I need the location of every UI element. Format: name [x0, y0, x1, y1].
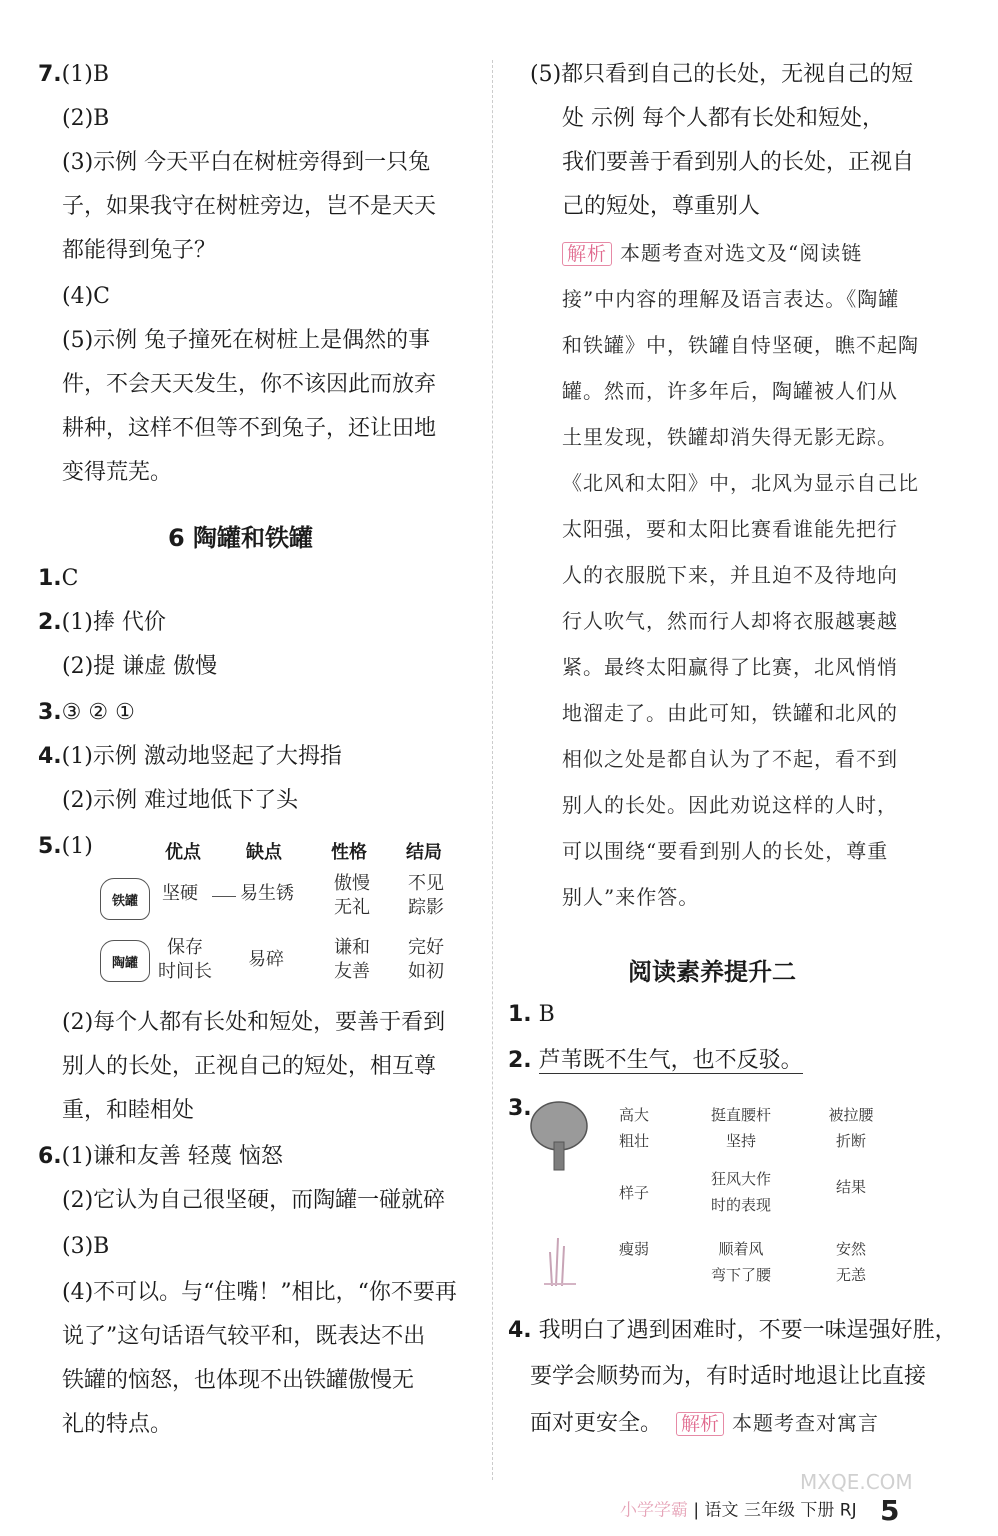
r-q2-line — [508, 1046, 803, 1076]
analysis-line-5: 土里发现，铁罐却消失得无影无踪。 — [562, 425, 898, 449]
r-q4-analysis-text: 本题考查对寓言 — [732, 1411, 880, 1435]
clay-jar-outcome: 完好 如初 — [408, 937, 444, 982]
q4-number: 4. — [38, 744, 62, 769]
q7-part-5-line-a: (5)示例 兔子撞死在树桩上是偶然的事 — [62, 328, 431, 353]
iron-jar-outcome: 不见 踪影 — [408, 873, 444, 918]
reed-icon — [536, 1228, 584, 1288]
tree-behavior: 挺直腰杆 坚持 — [710, 1106, 771, 1150]
row-label-appearance: 样子 — [618, 1184, 649, 1202]
q6-part-4-line-a: (4)不可以。与“住嘴！”相比，“你不要再 — [62, 1280, 457, 1305]
q7-part-1: (1)B — [61, 62, 110, 87]
tree-result: 被拉腰 折断 — [828, 1106, 874, 1150]
analysis-line-11: 地溜走了。由此可知，铁罐和北风的 — [562, 701, 898, 725]
q6-part-2: (2)它认为自己很坚硬，而陶罐一碰就碎 — [62, 1188, 446, 1213]
reed-appearance: 瘦弱 — [618, 1240, 649, 1258]
table-header-weaknesses: 缺点 — [246, 842, 282, 863]
r-q2-answer: 芦苇既不生气，也不反驳。 — [538, 1048, 803, 1073]
clay-jar-weakness: 易碎 — [248, 949, 284, 970]
q6-line-1 — [38, 1142, 283, 1172]
r-q4-number: 4. — [508, 1318, 532, 1343]
tree-appearance: 高大 粗壮 — [618, 1106, 649, 1150]
analysis-line-10: 紧。最终太阳赢得了比赛，北风悄悄 — [562, 655, 898, 679]
footer-subject: 语文 三年级 下册 RJ — [704, 1500, 857, 1521]
iron-jar-weakness: 易生锈 — [240, 883, 294, 904]
r-q4-text-a: 我明白了遇到困难时，不要一味逞强好胜， — [538, 1318, 957, 1343]
r-q3-number: 3. — [508, 1096, 532, 1121]
q7-part-5-line-d: 变得荒芜。 — [62, 460, 173, 485]
clay-jar-personality: 谦和 友善 — [334, 937, 370, 982]
clay-jar-strength: 保存 时间长 — [158, 937, 212, 982]
r-q4-line-2: 要学会顺势而为，有时适时地退让比直接 — [530, 1364, 927, 1389]
q2-line-1 — [38, 608, 166, 638]
iron-jar-strength: 坚硬 — [162, 883, 198, 904]
analysis-line-12: 相似之处是都自认为了不起，看不到 — [562, 747, 898, 771]
q5-part-2-line-c: 重，和睦相处 — [62, 1098, 195, 1123]
r-q4-line-3 — [530, 1408, 879, 1439]
q1-number: 1. — [38, 566, 62, 591]
row-label-behavior: 狂风大作 时的表现 — [710, 1170, 771, 1214]
q6-part-4-line-c: 铁罐的恼怒，也体现不出铁罐傲慢无 — [62, 1368, 415, 1393]
footer-brand: 小学学霸 — [620, 1500, 688, 1521]
table-header-outcome: 结局 — [406, 842, 442, 863]
r-q4-line-1 — [508, 1316, 957, 1346]
q6-number: 6. — [38, 1144, 62, 1169]
q4-line-1 — [38, 742, 342, 772]
reed-behavior: 顺着风 弯下了腰 — [710, 1240, 771, 1284]
q4-part-2: (2)示例 难过地低下了头 — [62, 788, 299, 813]
r-q2-number: 2. — [508, 1048, 532, 1073]
q5-part-1: (1) — [61, 834, 93, 859]
analysis-line-13: 别人的长处。因此劝说这样的人时， — [562, 793, 898, 817]
page-footer — [620, 1494, 899, 1527]
analysis-line-3: 和铁罐》中，铁罐自恃坚硬，瞧不起陶 — [562, 333, 919, 357]
q6-part-3: (3)B — [62, 1234, 110, 1259]
q3-line — [38, 698, 135, 728]
page-number: 5 — [880, 1494, 900, 1527]
r-q1-answer: B — [538, 1002, 555, 1027]
q5-part-5-line-d: 己的短处，尊重别人 — [562, 194, 761, 219]
q5-number: 5. — [38, 834, 62, 859]
q6-part-1: (1)谦和友善 轻蔑 恼怒 — [61, 1144, 283, 1169]
analysis-line-8: 人的衣服脱下来，并且迫不及待地向 — [562, 563, 898, 587]
q7-number: 7. — [38, 62, 62, 87]
reed-result: 安然 无恙 — [835, 1240, 866, 1284]
q3-number: 3. — [38, 700, 62, 725]
column-divider — [492, 60, 493, 1480]
q2-part-2: (2)提 谦虚 傲慢 — [62, 654, 218, 679]
watermark: MXQE.COM — [800, 1470, 913, 1494]
analysis-line-6: 《北风和太阳》中，北风为显示自己比 — [562, 471, 919, 495]
q1-answer: C — [61, 566, 79, 591]
q1-line — [38, 564, 79, 594]
q5-part-5-line-b: 处 示例 每个人都有长处和短处， — [562, 106, 884, 131]
r-q4-text-c: 面对更安全。 — [530, 1411, 663, 1436]
q6-part-4-line-b: 说了”这句话语气较平和，既表达不出 — [62, 1324, 426, 1349]
r-q1-line — [508, 1000, 555, 1030]
analysis-line-14: 可以围绕“要看到别人的长处，尊重 — [562, 839, 889, 863]
table-header-personality: 性格 — [331, 842, 367, 863]
q7-part-3-line-b: 子，如果我守在树桩旁边，岂不是天天 — [62, 194, 437, 219]
iron-jar-label: 铁罐 — [100, 878, 150, 920]
analysis-line-4: 罐。然而，许多年后，陶罐被人们从 — [562, 379, 898, 403]
q4-part-1: (1)示例 激动地竖起了大拇指 — [61, 744, 342, 769]
analysis-line-9: 行人吹气，然而行人却将衣服越裹越 — [562, 609, 898, 633]
clay-jar-label: 陶罐 — [100, 940, 150, 982]
q3-answer: ③ ② ① — [61, 700, 135, 725]
q7-line-1 — [38, 60, 109, 90]
analysis-line-2: 接”中内容的理解及语言表达。《陶罐 — [562, 287, 900, 311]
q7-part-5-line-c: 耕种，这样不但等不到兔子，还让田地 — [62, 416, 437, 441]
analysis-text-1: 本题考查对选文及“阅读链 — [620, 241, 863, 265]
q7-part-5-line-b: 件，不会天天发生，你不该因此而放弃 — [62, 372, 437, 397]
row-label-result: 结果 — [835, 1178, 866, 1196]
analysis-line-1 — [562, 238, 862, 269]
q2-number: 2. — [38, 610, 62, 635]
big-tree-icon — [528, 1096, 590, 1174]
section-title-reading: 阅读素养提升二 — [628, 958, 796, 986]
q7-part-2: (2)B — [62, 106, 110, 131]
analysis-line-15: 别人”来作答。 — [562, 885, 700, 909]
q5-part-2-line-a: (2)每个人都有长处和短处，要善于看到 — [62, 1010, 446, 1035]
q5-part-5-line-a: (5)都只看到自己的长处，无视自己的短 — [530, 62, 914, 87]
q7-part-3-line-a: (3)示例 今天平白在树桩旁得到一只兔 — [62, 150, 431, 175]
q6-part-4-line-d: 礼的特点。 — [62, 1412, 173, 1437]
q5-part-2-line-b: 别人的长处，正视自己的短处，相互尊 — [62, 1054, 437, 1079]
q7-part-3-line-c: 都能得到兔子？ — [62, 238, 217, 263]
table-header-strengths: 优点 — [165, 842, 201, 863]
r-q1-number: 1. — [508, 1002, 532, 1027]
section-title-lesson-6: 6 陶罐和铁罐 — [168, 524, 314, 552]
q2-part-1: (1)捧 代价 — [61, 610, 166, 635]
analysis-tag: 解析 — [562, 242, 612, 266]
q5-line-1 — [38, 832, 93, 862]
q7-part-4: (4)C — [62, 284, 110, 309]
q5-part-5-line-c: 我们要善于看到别人的长处，正视自 — [562, 150, 915, 175]
r-q4-analysis-tag: 解析 — [676, 1412, 724, 1436]
footer-separator: | — [693, 1500, 700, 1521]
analysis-line-7: 太阳强，要和太阳比赛看谁能先把行 — [562, 517, 898, 541]
iron-jar-personality: 傲慢 无礼 — [334, 873, 370, 918]
